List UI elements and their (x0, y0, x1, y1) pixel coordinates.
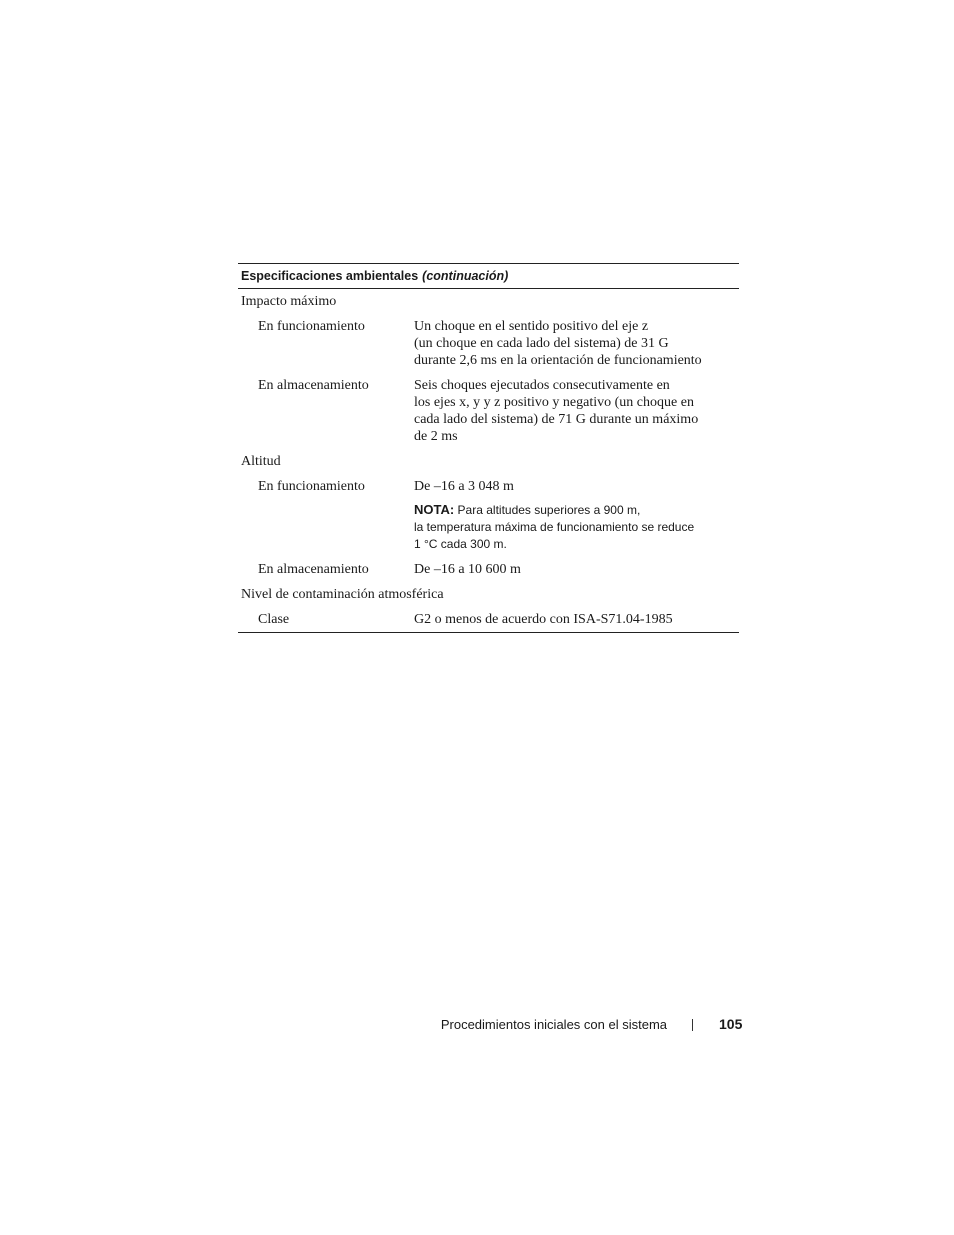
value-line: Seis choques ejecutados consecutivamente en (414, 378, 670, 393)
table-row (238, 478, 739, 553)
value-line: de 2 ms (414, 429, 458, 444)
page-footer (0, 1014, 954, 1034)
row-label: Clase (258, 612, 290, 627)
note-label: NOTA: (414, 502, 455, 517)
value-line: Un choque en el sentido positivo del eje z (414, 319, 649, 334)
row-label: En funcionamiento (258, 479, 365, 494)
note (414, 501, 739, 553)
note-line: Para altitudes superiores a 900 m, (457, 503, 641, 517)
value-line: (un choque en cada lado del sistema) de 31 G (414, 336, 669, 351)
row-label: En almacenamiento (258, 562, 369, 577)
table-row (238, 561, 739, 578)
table-title-continuation: (continuación) (422, 269, 509, 283)
header-rule (238, 288, 739, 289)
page-number: 105 (719, 1016, 743, 1032)
table-title: Especificaciones ambientales (241, 269, 419, 283)
group-label-altitude: Altitud (241, 454, 281, 469)
footer-section-title: Procedimientos iniciales con el sistema (440, 1017, 667, 1032)
group-label-impact: Impacto máximo (241, 294, 337, 309)
table-header (238, 264, 739, 288)
table-row (238, 318, 739, 369)
note-line: la temperatura máxima de funcionamiento se reduce (414, 520, 695, 534)
table-row (238, 377, 739, 445)
row-value (414, 318, 739, 369)
row-value (414, 377, 739, 445)
value-line: De –16 a 3 048 m (414, 479, 514, 494)
group-label-contamination: Nivel de contaminación atmosférica (241, 587, 444, 602)
table-row (238, 611, 739, 628)
value-line: los ejes x, y y z positivo y negativo (un choque en (414, 395, 694, 410)
bottom-rule (238, 632, 739, 633)
footer-separator (692, 1019, 693, 1031)
specifications-table (238, 263, 739, 633)
row-label: En funcionamiento (258, 319, 365, 334)
row-label: En almacenamiento (258, 378, 369, 393)
value-line: cada lado del sistema) de 71 G durante un máximo (414, 412, 699, 427)
row-value (414, 478, 739, 553)
value-line: durante 2,6 ms en la orientación de funcionamiento (414, 353, 702, 368)
row-value: De –16 a 10 600 m (414, 562, 521, 577)
row-value: G2 o menos de acuerdo con ISA-S71.04-1985 (414, 612, 673, 627)
note-line: 1 °C cada 300 m. (414, 537, 507, 551)
